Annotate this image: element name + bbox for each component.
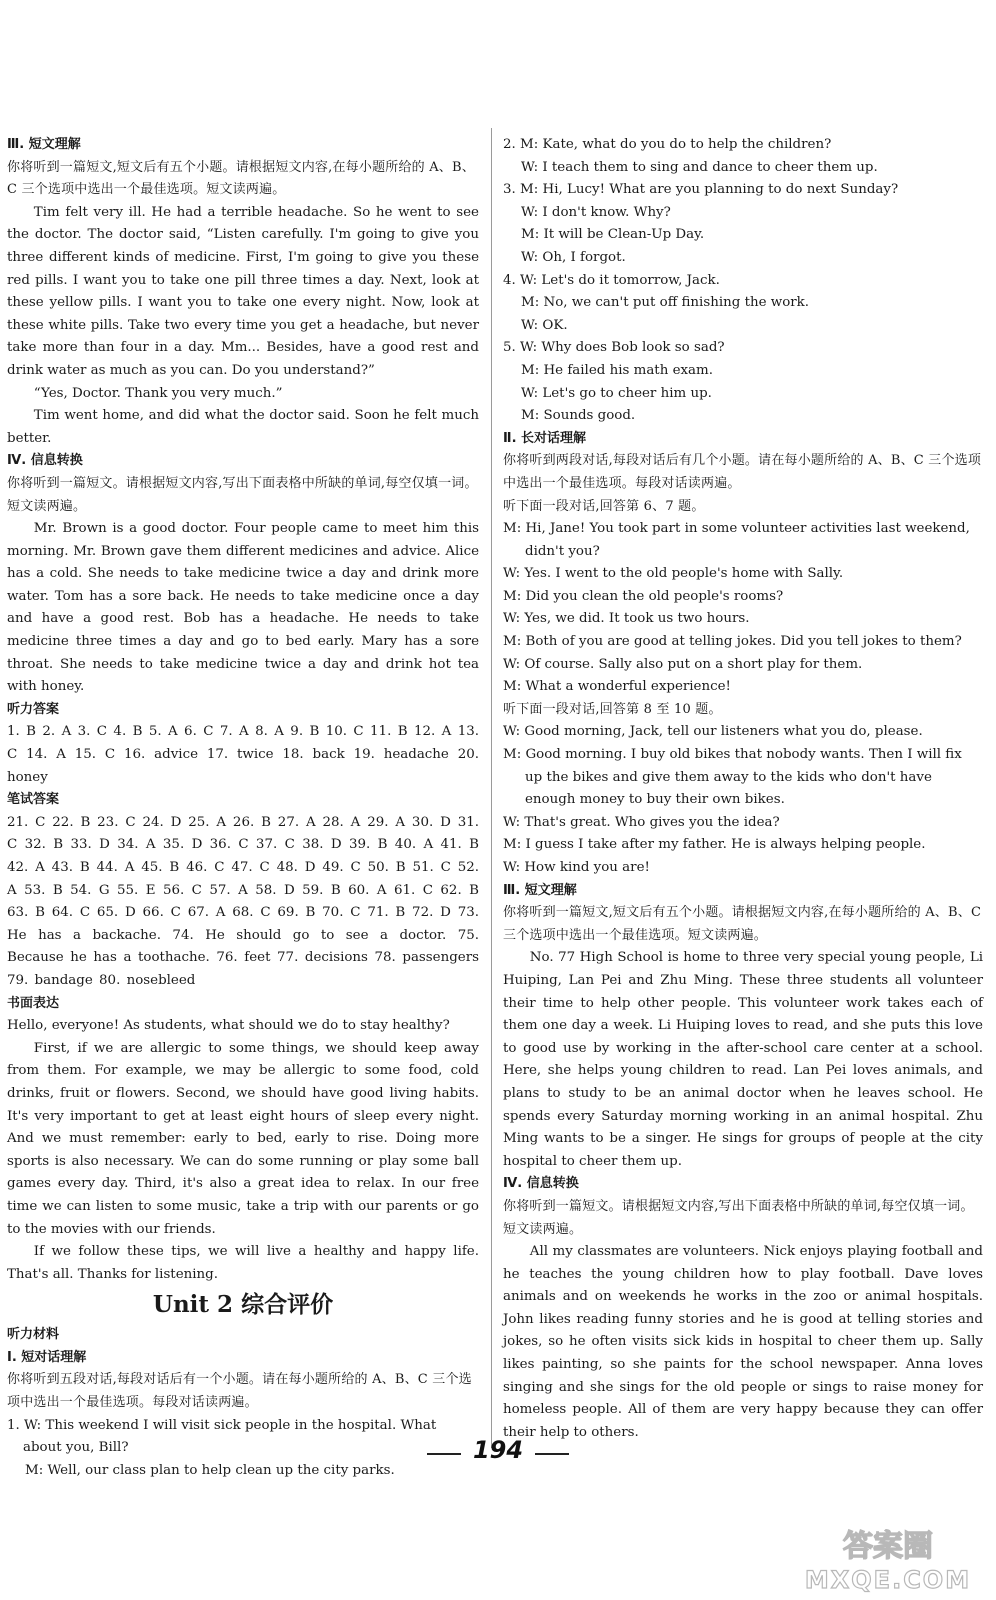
written-answers-heading: 笔试答案 — [7, 792, 60, 808]
dialogue-line: W: I don't know. Why? — [521, 204, 671, 220]
dialogue-line: W: Of course. Sally also put on a short play for them. — [503, 656, 863, 672]
instruction-text: 你将听到一篇短文,短文后有五个小题。请根据短文内容,在每小题所给的 A、B、C 三个选项中选出一个最佳选项。短文读两遍。 — [503, 905, 982, 943]
dialogue-line: M: Well, our class plan to help clean up the city parks. — [25, 1462, 395, 1478]
column-divider — [491, 128, 492, 1448]
section-heading: Ⅲ. 短文理解 — [503, 882, 577, 898]
dialogue-line: 4. W: Let's do it tomorrow, Jack. — [503, 272, 720, 288]
listening-answers-heading: 听力答案 — [7, 701, 60, 717]
dialogue-line: M: Both of you are good at telling jokes. Did you tell jokes to them? — [503, 634, 962, 650]
footer-dash-left — [427, 1453, 461, 1455]
dialogue-line: W: Yes, we did. It took us two hours. — [503, 611, 750, 627]
dialogue-line: W: Yes. I went to the old people's home with Sally. — [503, 566, 844, 582]
watermark-top-text: 答案圈 — [843, 1529, 933, 1564]
listening-answers: 1. B 2. A 3. C 4. B 5. A 6. C 7. A 8. A 9. B 10. C 11. B 12. A 13. C 14. A 15. C 16. advice 17. twice 18. back 19. headache 20. honey — [7, 724, 479, 785]
left-column — [7, 134, 479, 1482]
dialogue-line: W: I teach them to sing and dance to cheer them up. — [521, 159, 878, 175]
instruction-text: 你将听到五段对话,每段对话后有一个小题。请在每小题所给的 A、B、C 三个选项中选出一个最佳选项。每段对话读两遍。 — [7, 1372, 472, 1411]
dialogue-line: W: Oh, I forgot. — [521, 249, 626, 265]
listening-material-heading: 听力材料 — [7, 1327, 60, 1343]
writing-paragraph: First, if we are allergic to some things, we should keep away from them. For example, we may be allergic to some food, cold drinks, fruit or flowers. Second, we should have good living habits. It's very important to get at least eight hours of sleep every night. And we must remember: early to bed, early to rise. Doing more sports is also necessary. We can do some running or play some ball games every day. Third, it's also a great idea to relax. In our free time we can listen to some music, take a trip with our parents or go to the movies with our friends. — [7, 1040, 479, 1237]
passage-paragraph: Tim felt very ill. He had a terrible headache. So he went to see the doctor. The doctor said, “Listen carefully. I'm going to give you three different kinds of medicine. First, I'm going to give you these red pills. I want you to take one pill three times a day. Next, look at these yellow pills. I want you to take one every night. Now, look at these white pills. Take two every time you get a headache, but never take more than four in a day. Mm... Besides, have a good rest and drink water as much as you can. Do you understand?” — [7, 204, 479, 378]
dialogue-line: W: Let's go to cheer him up. — [521, 385, 712, 401]
dialogue-line: M: Did you clean the old people's rooms? — [503, 588, 784, 604]
dialogue-line: M: I guess I take after my father. He is always helping people. — [503, 837, 926, 853]
right-column — [503, 134, 983, 1444]
dialogue-line: M: Good morning. I buy old bikes that nobody wants. Then I will fix up the bikes and give them away to the kids who don't have enough money to buy their own bikes. — [503, 747, 962, 808]
watermark-logo — [788, 1520, 988, 1594]
section-heading: Ⅱ. 长对话理解 — [503, 430, 587, 446]
instruction-text: 你将听到一篇短文,短文后有五个小题。请根据短文内容,在每小题所给的 A、B、C 三个选项中选出一个最佳选项。短文读两遍。 — [7, 159, 475, 198]
instruction-text: 你将听到两段对话,每段对话后有几个小题。请在每小题所给的 A、B、C 三个选项中选出一个最佳选项。每段对话读两遍。 — [503, 453, 982, 491]
conversation-intro: 听下面一段对话,回答第 8 至 10 题。 — [503, 701, 722, 717]
writing-paragraph: Hello, everyone! As students, what should we do to stay healthy? — [7, 1018, 450, 1034]
page-footer — [0, 1436, 996, 1464]
dialogue-line: 1. W: This weekend I will visit sick people in the hospital. What about you, Bill? — [7, 1417, 437, 1456]
dialogue-line: W: Good morning, Jack, tell our listeners what you do, please. — [503, 724, 923, 740]
section-heading: Ⅰ. 短对话理解 — [7, 1349, 87, 1365]
dialogue-line: M: What a wonderful experience! — [503, 679, 731, 695]
dialogue-line: M: No, we can't put off finishing the work. — [521, 295, 810, 311]
page-number: 194 — [472, 1436, 524, 1464]
dialogue-line: M: Sounds good. — [521, 408, 636, 424]
dialogue-line: M: Hi, Jane! You took part in some volunteer activities last weekend, didn't you? — [503, 521, 970, 559]
section-heading: Ⅳ. 信息转换 — [7, 453, 83, 469]
section-heading: Ⅳ. 信息转换 — [503, 1176, 579, 1192]
passage-paragraph: No. 77 High School is home to three very special young people, Li Huiping, Lan Pei and Zhu Ming. These three students all volunteer their time to help other people. This volunteer work takes each of them one day a week. Li Huiping loves to read, and she puts this love to good use by working in the after-school care center at a school. Here, she helps young children to read. Lan Pei loves animals, and plans to study to be an animal doctor when he leaves school. He spends every Saturday morning working in an animal hospital. Zhu Ming wants to be a singer. He sings for groups of people at the city hospital to cheer them up. — [503, 950, 983, 1169]
dialogue-line: W: OK. — [521, 317, 568, 333]
unit-title: Unit 2 综合评价 — [152, 1291, 334, 1319]
conversation-intro: 听下面一段对话,回答第 6、7 题。 — [503, 498, 705, 514]
dialogue-line: 2. M: Kate, what do you do to help the children? — [503, 137, 832, 152]
passage-paragraph: Tim went home, and did what the doctor said. Soon he felt much better. — [7, 408, 479, 446]
instruction-text: 你将听到一篇短文。请根据短文内容,写出下面表格中所缺的单词,每空仅填一词。短文读两遍。 — [7, 475, 478, 514]
passage-paragraph: All my classmates are volunteers. Nick enjoys playing football and he teaches the young children how to play football. Dave loves animals and on weekends he works in the zoo or animal hospitals. John likes reading funny stories and he is good at telling stories and jokes, so he often visits sick kids in hospital to cheer them up. Sally likes painting, so she paints for the school newspaper. Anna loves singing and she sings for the old people or sings to raise money for homeless people. All of them are very happy because they can offer their help to others. — [503, 1244, 983, 1440]
dialogue-line: M: He failed his math exam. — [521, 362, 713, 378]
writing-heading: 书面表达 — [7, 995, 60, 1011]
dialogue-line: W: That's great. Who gives you the idea? — [503, 814, 780, 830]
written-answers: 21. C 22. B 23. C 24. D 25. A 26. B 27. A 28. A 29. A 30. D 31. C 32. B 33. D 34. A 35. D 36. C 37. C 38. D 39. B 40. A 41. B 42. A 43. B 44. A 45. B 46. C 47. C 48. D 49. C 50. B 51. C 52. A 53. B 54. G 55. E 56. C 57. A 58. D 59. B 60. A 61. C 62. B 63. B 64. C 65. D 66. C 67. A 68. C 69. B 70. C 71. B 72. D 73. He has a backache. 74. He should go to see a doctor. 75. Because he has a toothache. 76. feet 77. decisions 78. passengers 79. bandage 80. nosebleed — [7, 814, 479, 988]
watermark-bottom-text: MXQE.COM — [804, 1566, 972, 1594]
writing-paragraph: If we follow these tips, we will live a healthy and happy life. That's all. Thanks for listening. — [7, 1244, 479, 1282]
dialogue-line: 5. W: Why does Bob look so sad? — [503, 340, 725, 356]
dialogue-line: M: It will be Clean-Up Day. — [521, 227, 705, 243]
passage-paragraph: “Yes, Doctor. Thank you very much.” — [33, 385, 283, 401]
section-heading: Ⅲ. 短文理解 — [7, 137, 81, 152]
passage-paragraph: Mr. Brown is a good doctor. Four people came to meet him this morning. Mr. Brown gave them different medicines and advice. Alice has a cold. She needs to take medicine twice a day and drink more water. Tom has a sore back. He needs to take medicine once a day and have a good rest. Bob has a headache. He needs to take medicine three times a day and go to bed early. Mary has a sore throat. She needs to take medicine twice a day and drink hot tea with honey. — [7, 521, 479, 695]
dialogue-line: 3. M: Hi, Lucy! What are you planning to do next Sunday? — [503, 182, 899, 198]
instruction-text: 你将听到一篇短文。请根据短文内容,写出下面表格中所缺的单词,每空仅填一词。短文读两遍。 — [503, 1198, 974, 1237]
dialogue-line: W: How kind you are! — [503, 860, 650, 875]
footer-dash-right — [535, 1453, 569, 1455]
